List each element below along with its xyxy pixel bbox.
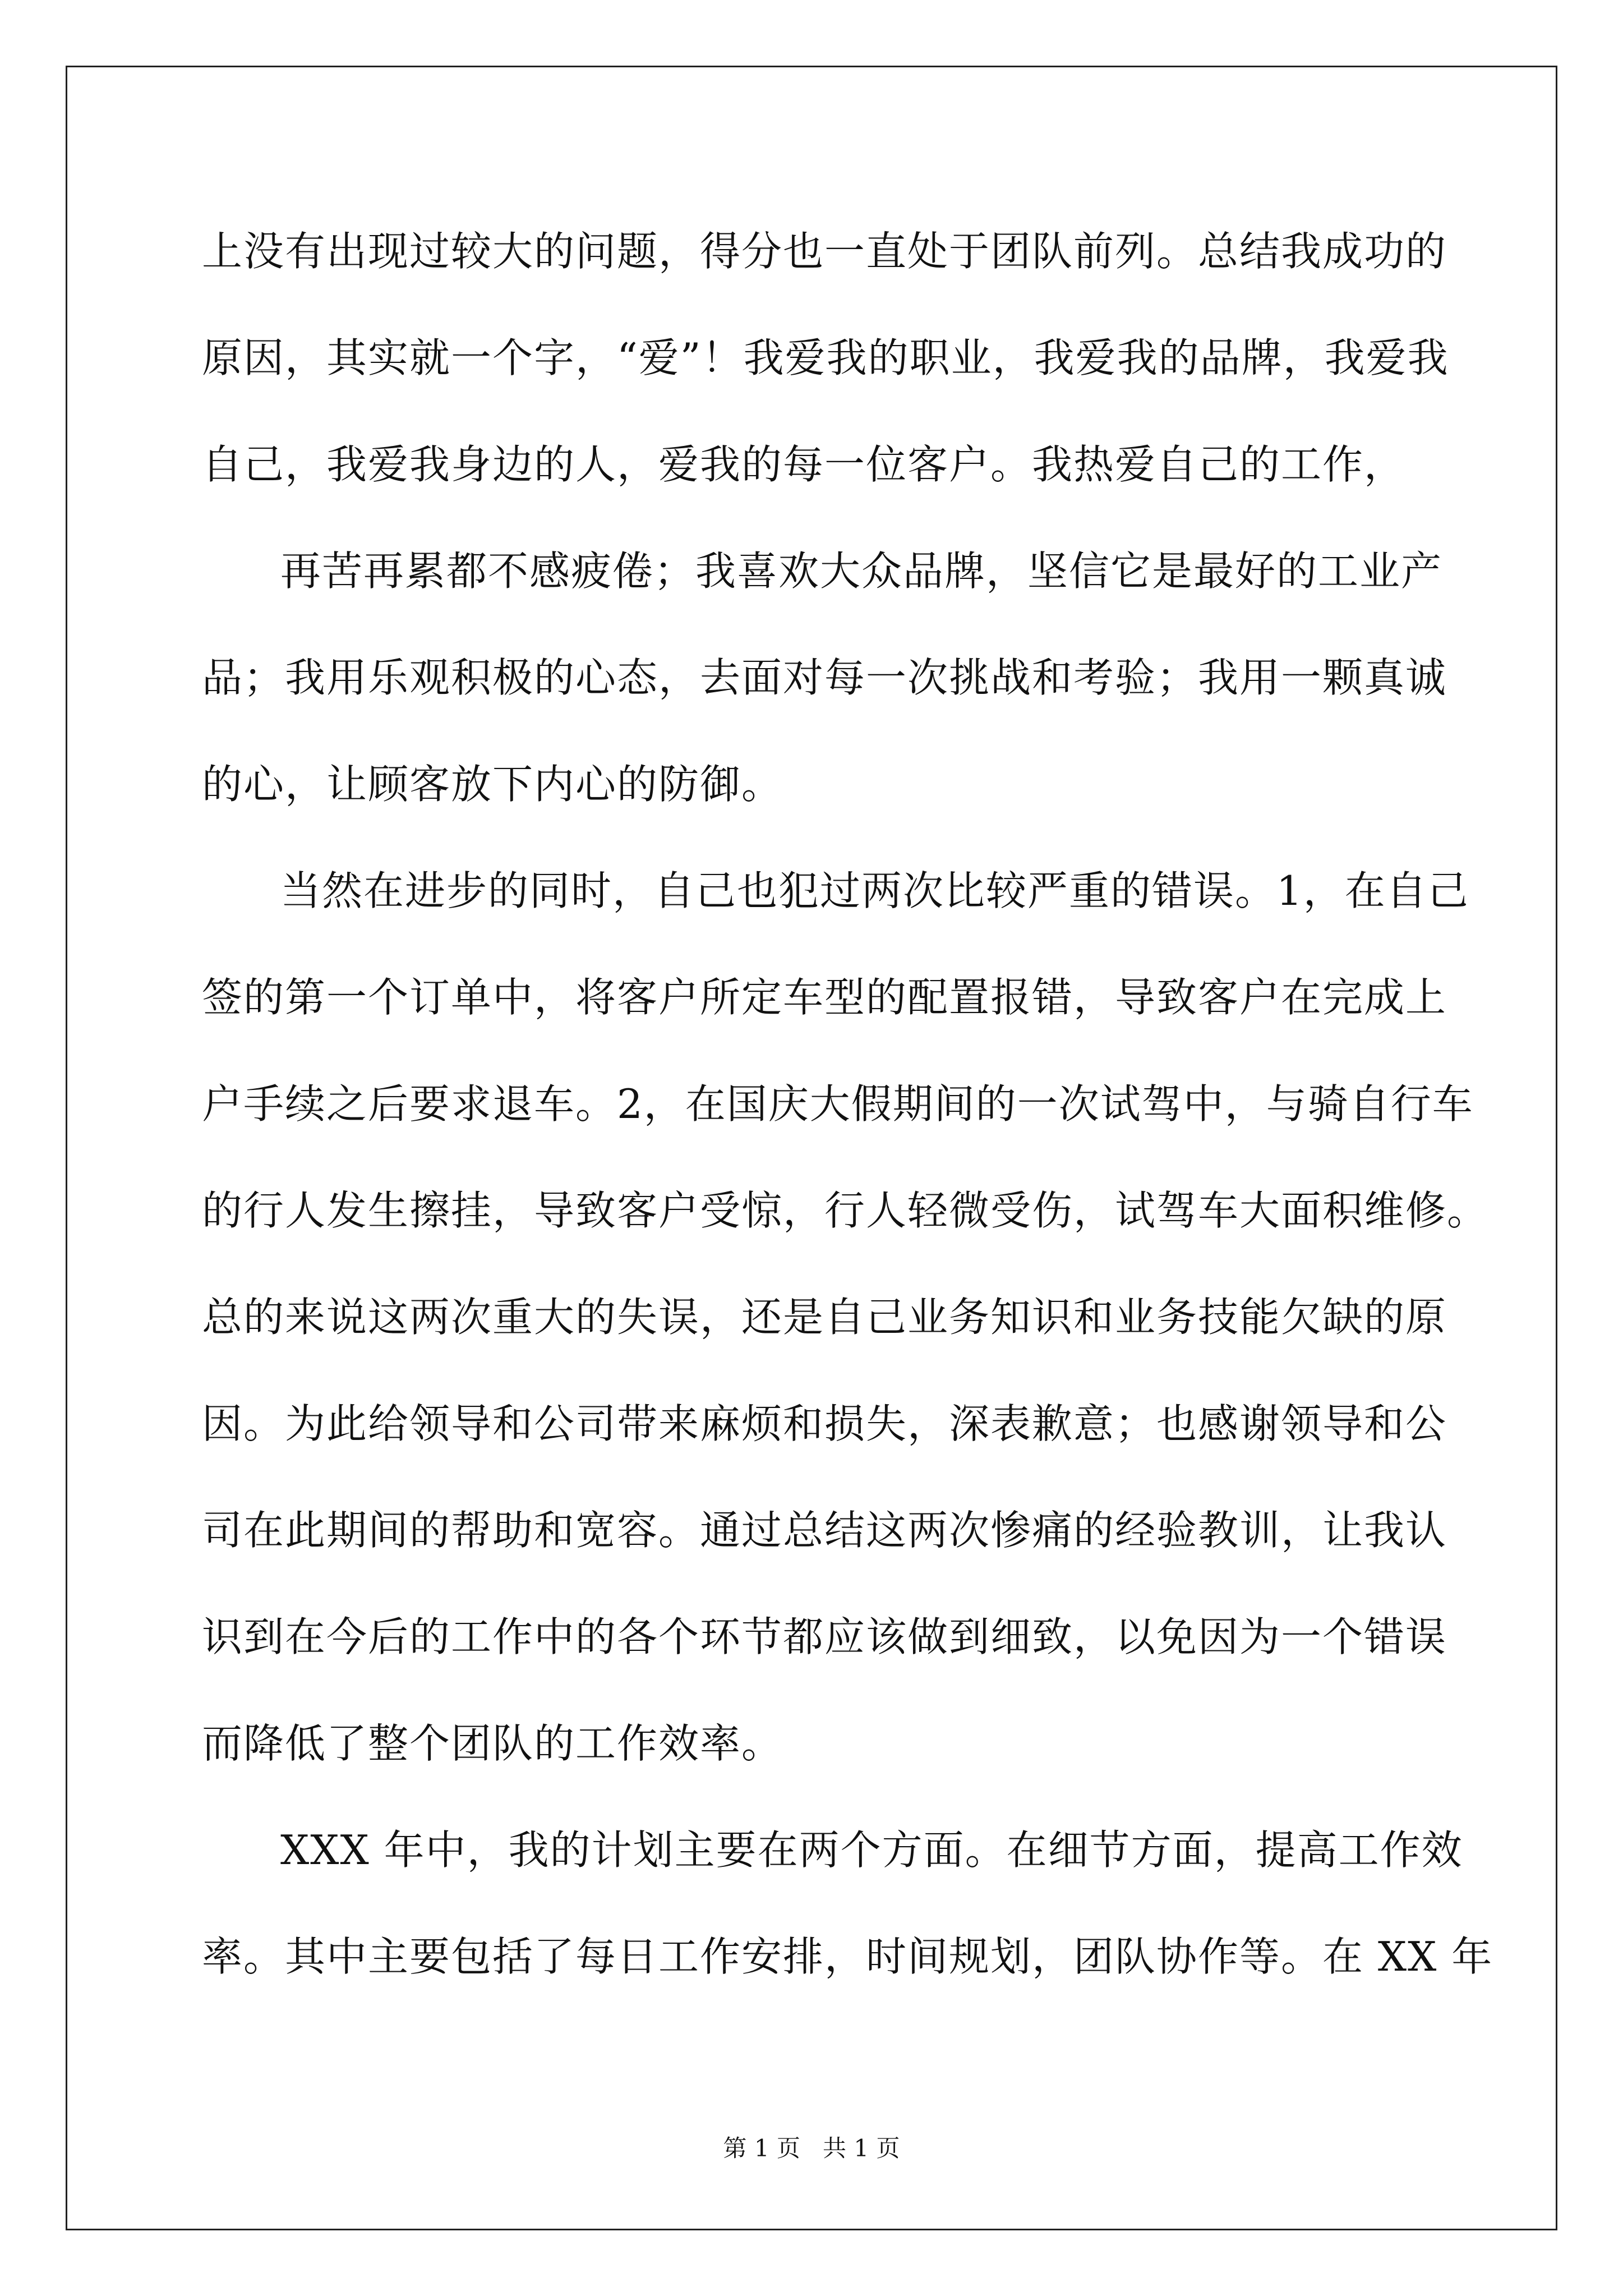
body-text-line: 识到在今后的工作中的各个环节都应该做到细致，以免因为一个错误 xyxy=(202,1613,1447,1660)
body-text-line: 而降低了整个团队的工作效率。 xyxy=(202,1720,783,1767)
body-text-line: 司在此期间的帮助和宽容。通过总结这两次惨痛的经验教训，让我认 xyxy=(202,1507,1447,1554)
body-text-line: 再苦再累都不感疲倦；我喜欢大众品牌，坚信它是最好的工业产 xyxy=(280,547,1443,595)
body-text-line: 的行人发生擦挂，导致客户受惊，行人轻微受伤，试驾车大面积维修。 xyxy=(202,1187,1489,1234)
body-text-line: 签的第一个订单中，将客户所定车型的配置报错，导致客户在完成上 xyxy=(202,974,1447,1021)
body-text-line: 率。其中主要包括了每日工作安排，时间规划，团队协作等。在 XX 年 xyxy=(202,1933,1493,1980)
body-text-line: XXX 年中，我的计划主要在两个方面。在细节方面，提高工作效 xyxy=(280,1826,1463,1874)
body-text-line: 原因，其实就一个字，“爱”！我爱我的职业，我爱我的品牌，我爱我 xyxy=(202,334,1449,381)
body-text-line: 的心，让顾客放下内心的防御。 xyxy=(202,761,783,808)
body-text-line: 总的来说这两次重大的失误，还是自己业务知识和业务技能欠缺的原 xyxy=(202,1294,1447,1341)
body-text-line: 上没有出现过较大的问题，得分也一直处于团队前列。总结我成功的 xyxy=(202,228,1447,275)
body-text-line: 品；我用乐观积极的心态，去面对每一次挑战和考验；我用一颗真诚 xyxy=(202,654,1447,701)
body-text-line: 自己，我爱我身边的人，爱我的每一位客户。我热爱自己的工作， xyxy=(202,441,1406,488)
body-text-line: 因。为此给领导和公司带来麻烦和损失，深表歉意；也感谢领导和公 xyxy=(202,1400,1447,1447)
body-text-line: 户手续之后要求退车。2，在国庆大假期间的一次试驾中，与骑自行车 xyxy=(202,1080,1474,1128)
page-footer: 第 1 页 共 1 页 xyxy=(723,2134,900,2162)
body-text-line: 当然在进步的同时，自己也犯过两次比较严重的错误。1，在自己 xyxy=(280,867,1469,914)
page-border xyxy=(66,66,1557,2230)
